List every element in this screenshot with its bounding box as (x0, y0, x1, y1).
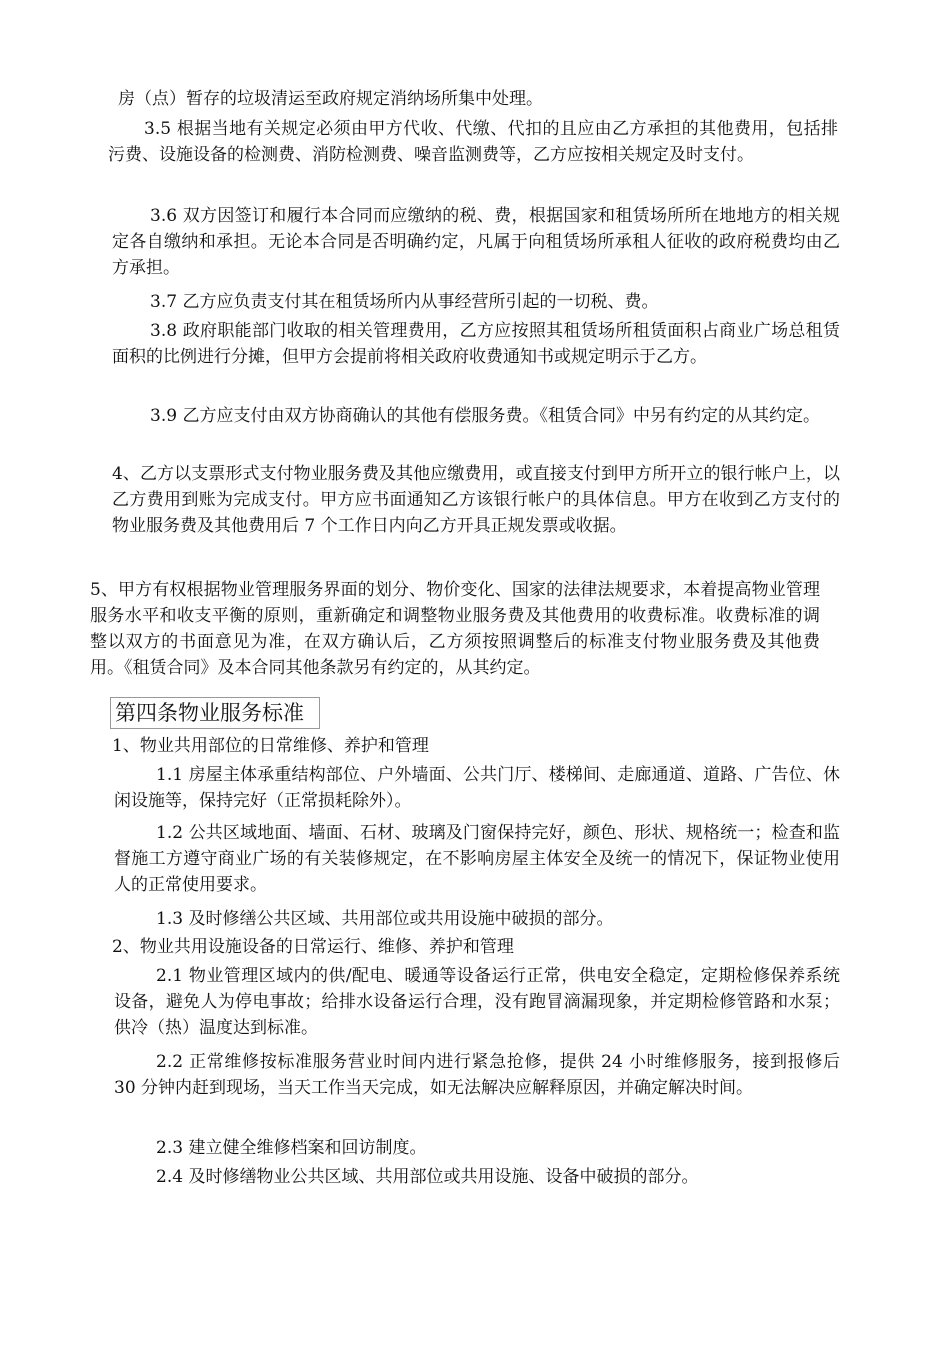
paragraph-3-6: 3.6 双方因签订和履行本合同而应缴纳的税、费，根据国家和租赁场所所在地地方的相关规定各自缴纳和承担。无论本合同是否明确约定，凡属于向租赁场所承租人征收的政府税费均由乙方承担。 (112, 206, 840, 278)
paragraph-2-2: 2.2 正常维修按标准服务营业时间内进行紧急抢修，提供 24 小时维修服务，接到报修后 30 分钟内赶到现场，当天工作当天完成，如无法解决应解释原因，并确定解决时间。 (114, 1052, 840, 1098)
paragraph-3-7: 3.7 乙方应负责支付其在租赁场所内从事经营所引起的一切税、费。 (150, 292, 659, 312)
paragraph-1-2: 1.2 公共区域地面、墙面、石材、玻璃及门窗保持完好，颜色、形状、规格统一；检查和监督施工方遵守商业广场的有关装修规定，在不影响房屋主体安全及统一的情况下，保证物业使用人的正常使用要求。 (114, 823, 840, 895)
subsection-1-title: 1、物业共用部位的日常维修、养护和管理 (112, 736, 429, 756)
paragraph-2-4: 2.4 及时修缮物业公共区域、共用部位或共用设施、设备中破损的部分。 (156, 1167, 699, 1187)
paragraph-1-1: 1.1 房屋主体承重结构部位、户外墙面、公共门厅、楼梯间、走廊通道、道路、广告位、休闲设施等，保持完好（正常损耗除外）。 (114, 765, 840, 811)
paragraph-1-3: 1.3 及时修缮公共区域、共用部位或共用设施中破损的部分。 (156, 909, 614, 929)
paragraph-5: 5、甲方有权根据物业管理服务界面的划分、物价变化、国家的法律法规要求，本着提高物业管理服务水平和收支平衡的原则，重新确定和调整物业服务费及其他费用的收费标准。收费标准的调整以双方的书面意见为准，在双方确认后，乙方须按照调整后的标准支付物业服务费及其他费用。《租赁合同》及本合同其他条款另有约定的，从其约定。 (90, 580, 820, 678)
paragraph-1: 房（点）暂存的垃圾清运至政府规定消纳场所集中处理。 (118, 89, 543, 109)
paragraph-3-9: 3.9 乙方应支付由双方协商确认的其他有偿服务费。《租赁合同》中另有约定的从其约定。 (150, 406, 820, 426)
paragraph-2-1: 2.1 物业管理区域内的供/配电、暖通等设备运行正常，供电安全稳定，定期检修保养系统设备，避免人为停电事故；给排水设备运行合理，没有跑冒滴漏现象，并定期检修管路和水泵；供冷（热）温度达到标准。 (114, 966, 840, 1038)
paragraph-3-5: 3.5 根据当地有关规定必须由甲方代收、代缴、代扣的且应由乙方承担的其他费用，包括排污费、设施设备的检测费、消防检测费、噪音监测费等，乙方应按相关规定及时支付。 (108, 119, 838, 165)
paragraph-2-3: 2.3 建立健全维修档案和回访制度。 (156, 1138, 427, 1158)
subsection-2-title: 2、物业共用设施设备的日常运行、维修、养护和管理 (112, 937, 514, 957)
section-heading: 第四条物业服务标准 (110, 697, 320, 729)
paragraph-4: 4、乙方以支票形式支付物业服务费及其他应缴费用，或直接支付到甲方所开立的银行帐户上，以乙方费用到账为完成支付。甲方应书面通知乙方该银行帐户的具体信息。甲方在收到乙方支付的物业服务费及其他费用后 7 个工作日内向乙方开具正规发票或收据。 (112, 464, 840, 536)
paragraph-3-8: 3.8 政府职能部门收取的相关管理费用，乙方应按照其租赁场所租赁面积占商业广场总租赁面积的比例进行分摊，但甲方会提前将相关政府收费通知书或规定明示于乙方。 (112, 321, 840, 367)
